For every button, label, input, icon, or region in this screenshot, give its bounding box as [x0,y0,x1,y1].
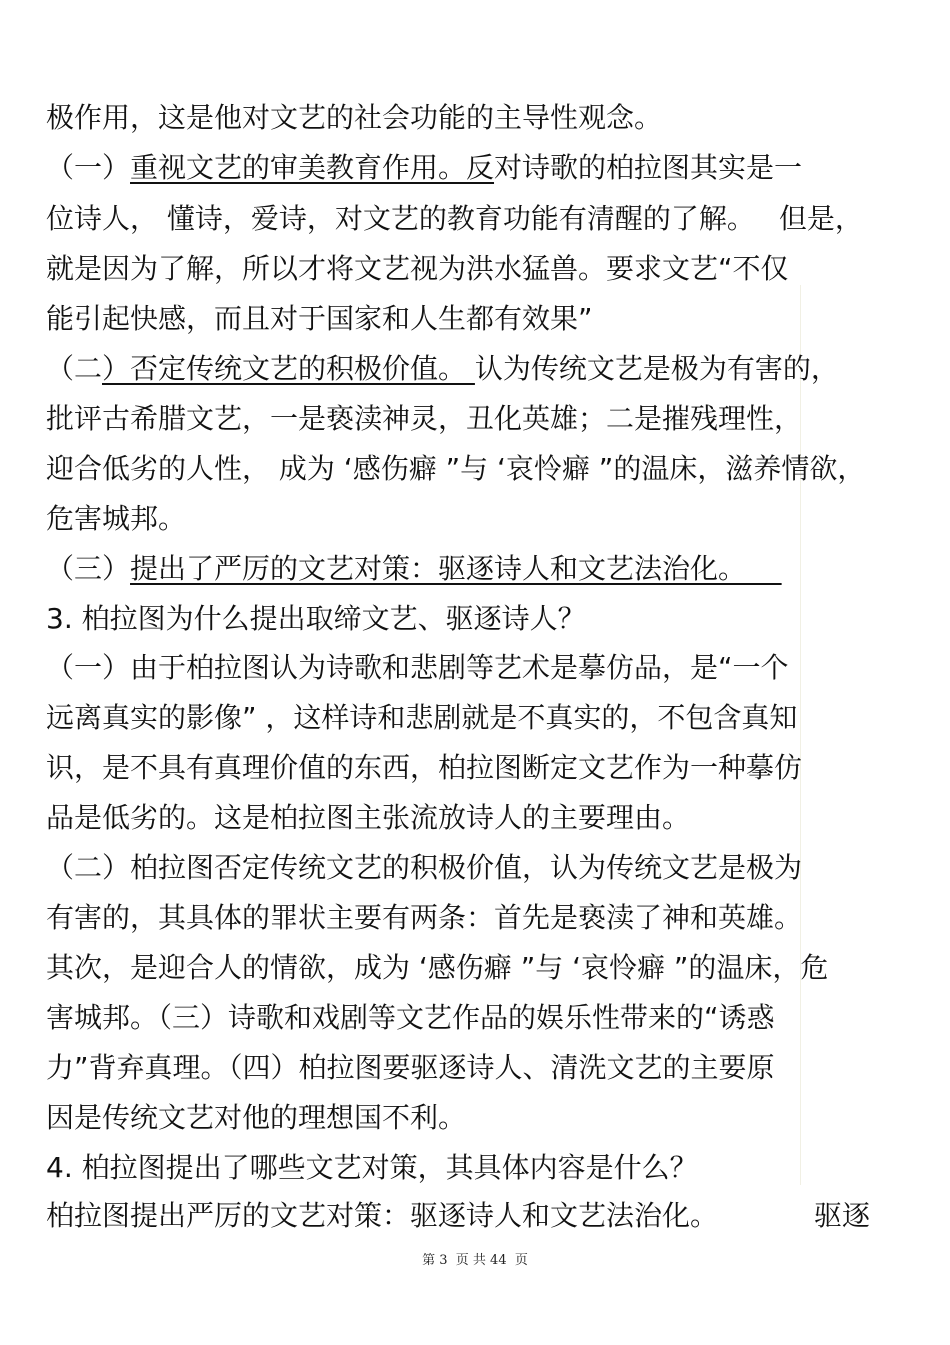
text-line [46,996,775,1040]
text-line [46,447,865,491]
text-segment: 迎合低劣的人性， 成为 ‘感伤癖 ”与 ‘哀怜癖 ”的温床，滋养情欲， [46,452,866,485]
text-line [46,646,789,690]
underlined-heading: 提出了严厉的文艺对策：驱逐诗人和文艺法治化。 [130,552,782,585]
text-line [46,247,789,291]
underlined-heading: ）否定传统文艺的积极价值。 [102,352,475,385]
question-heading [46,597,586,641]
text-segment: 危害城邦。 [46,502,187,535]
text-line [46,1194,870,1238]
text-line [46,896,802,940]
text-line [46,946,828,990]
page-footer: 第 3 页 共 44 页 [422,1253,528,1268]
text-line [46,1046,775,1090]
text-segment: 位诗人， 懂诗，爱诗，对文艺的教育功能有清醒的了解。 [46,202,755,235]
text-segment: 有害的，其具体的罪状主要有两条：首先是亵渎了神和英雄。 [46,901,803,934]
text-segment: 但是， [778,202,863,235]
text-segment: 3. 柏拉图为什么提出取缔文艺、驱逐诗人？ [46,602,586,635]
text-segment: 驱逐 [814,1199,871,1232]
text-segment: 能引起快感，而且对于国家和人生都有效果” [46,302,593,335]
text-line [46,696,797,740]
text-segment: 远离真实的影像” ，这样诗和悲剧就是不真实的，不包含真知 [46,701,798,734]
text-line [46,96,662,140]
text-segment: 因是传统文艺对他的理想国不利。 [46,1101,467,1134]
question-heading [46,1146,698,1190]
text-line [46,746,802,790]
text-segment: （二）柏拉图否定传统文艺的积极价值，认为传统文艺是极为 [46,851,803,884]
text-line [46,197,863,241]
text-segment: 批评古希腊文艺，一是亵渎神灵，丑化英雄；二是摧残理性， [46,402,803,435]
text-segment: 柏拉图提出严厉的文艺对策：驱逐诗人和文艺法治化。 [46,1199,719,1232]
text-line [46,846,802,890]
text-segment: 识，是不具有真理价值的东西，柏拉图断定文艺作为一种摹仿 [46,751,803,784]
underlined-heading: 重视文艺的审美教育作用。反 [130,151,495,184]
text-segment: 认为传统文艺是极为有害的， [474,352,839,385]
text-line [46,397,802,441]
text-line [46,1096,466,1140]
text-line [46,347,839,391]
text-segment: 对诗歌的柏拉图其实是一 [494,151,803,184]
text-line [46,297,593,341]
text-segment: 极作用，这是他对文艺的社会功能的主导性观念。 [46,101,663,134]
text-segment: 就是因为了解，所以才将文艺视为洪水猛兽。要求文艺“不仅 [46,252,789,285]
text-line [46,497,186,541]
text-line [46,547,782,591]
text-line [46,146,802,190]
text-line [46,796,690,840]
text-segment: 力”背弃真理。（四）柏拉图要驱逐诗人、清洗文艺的主要原 [46,1051,775,1084]
text-segment: （一） [46,151,131,184]
text-segment: （二 [46,352,103,385]
text-segment: 4. 柏拉图提出了哪些文艺对策，其具体内容是什么？ [46,1151,698,1184]
text-segment: （一）由于柏拉图认为诗歌和悲剧等艺术是摹仿品，是“一个 [46,651,789,684]
text-segment: 其次，是迎合人的情欲，成为 ‘感伤癖 ”与 ‘哀怜癖 ”的温床，危 [46,951,829,984]
text-segment: （三） [46,552,131,585]
text-segment: 害城邦。（三）诗歌和戏剧等文艺作品的娱乐性带来的“诱惑 [46,1001,775,1034]
text-segment: 品是低劣的。这是柏拉图主张流放诗人的主要理由。 [46,801,691,834]
